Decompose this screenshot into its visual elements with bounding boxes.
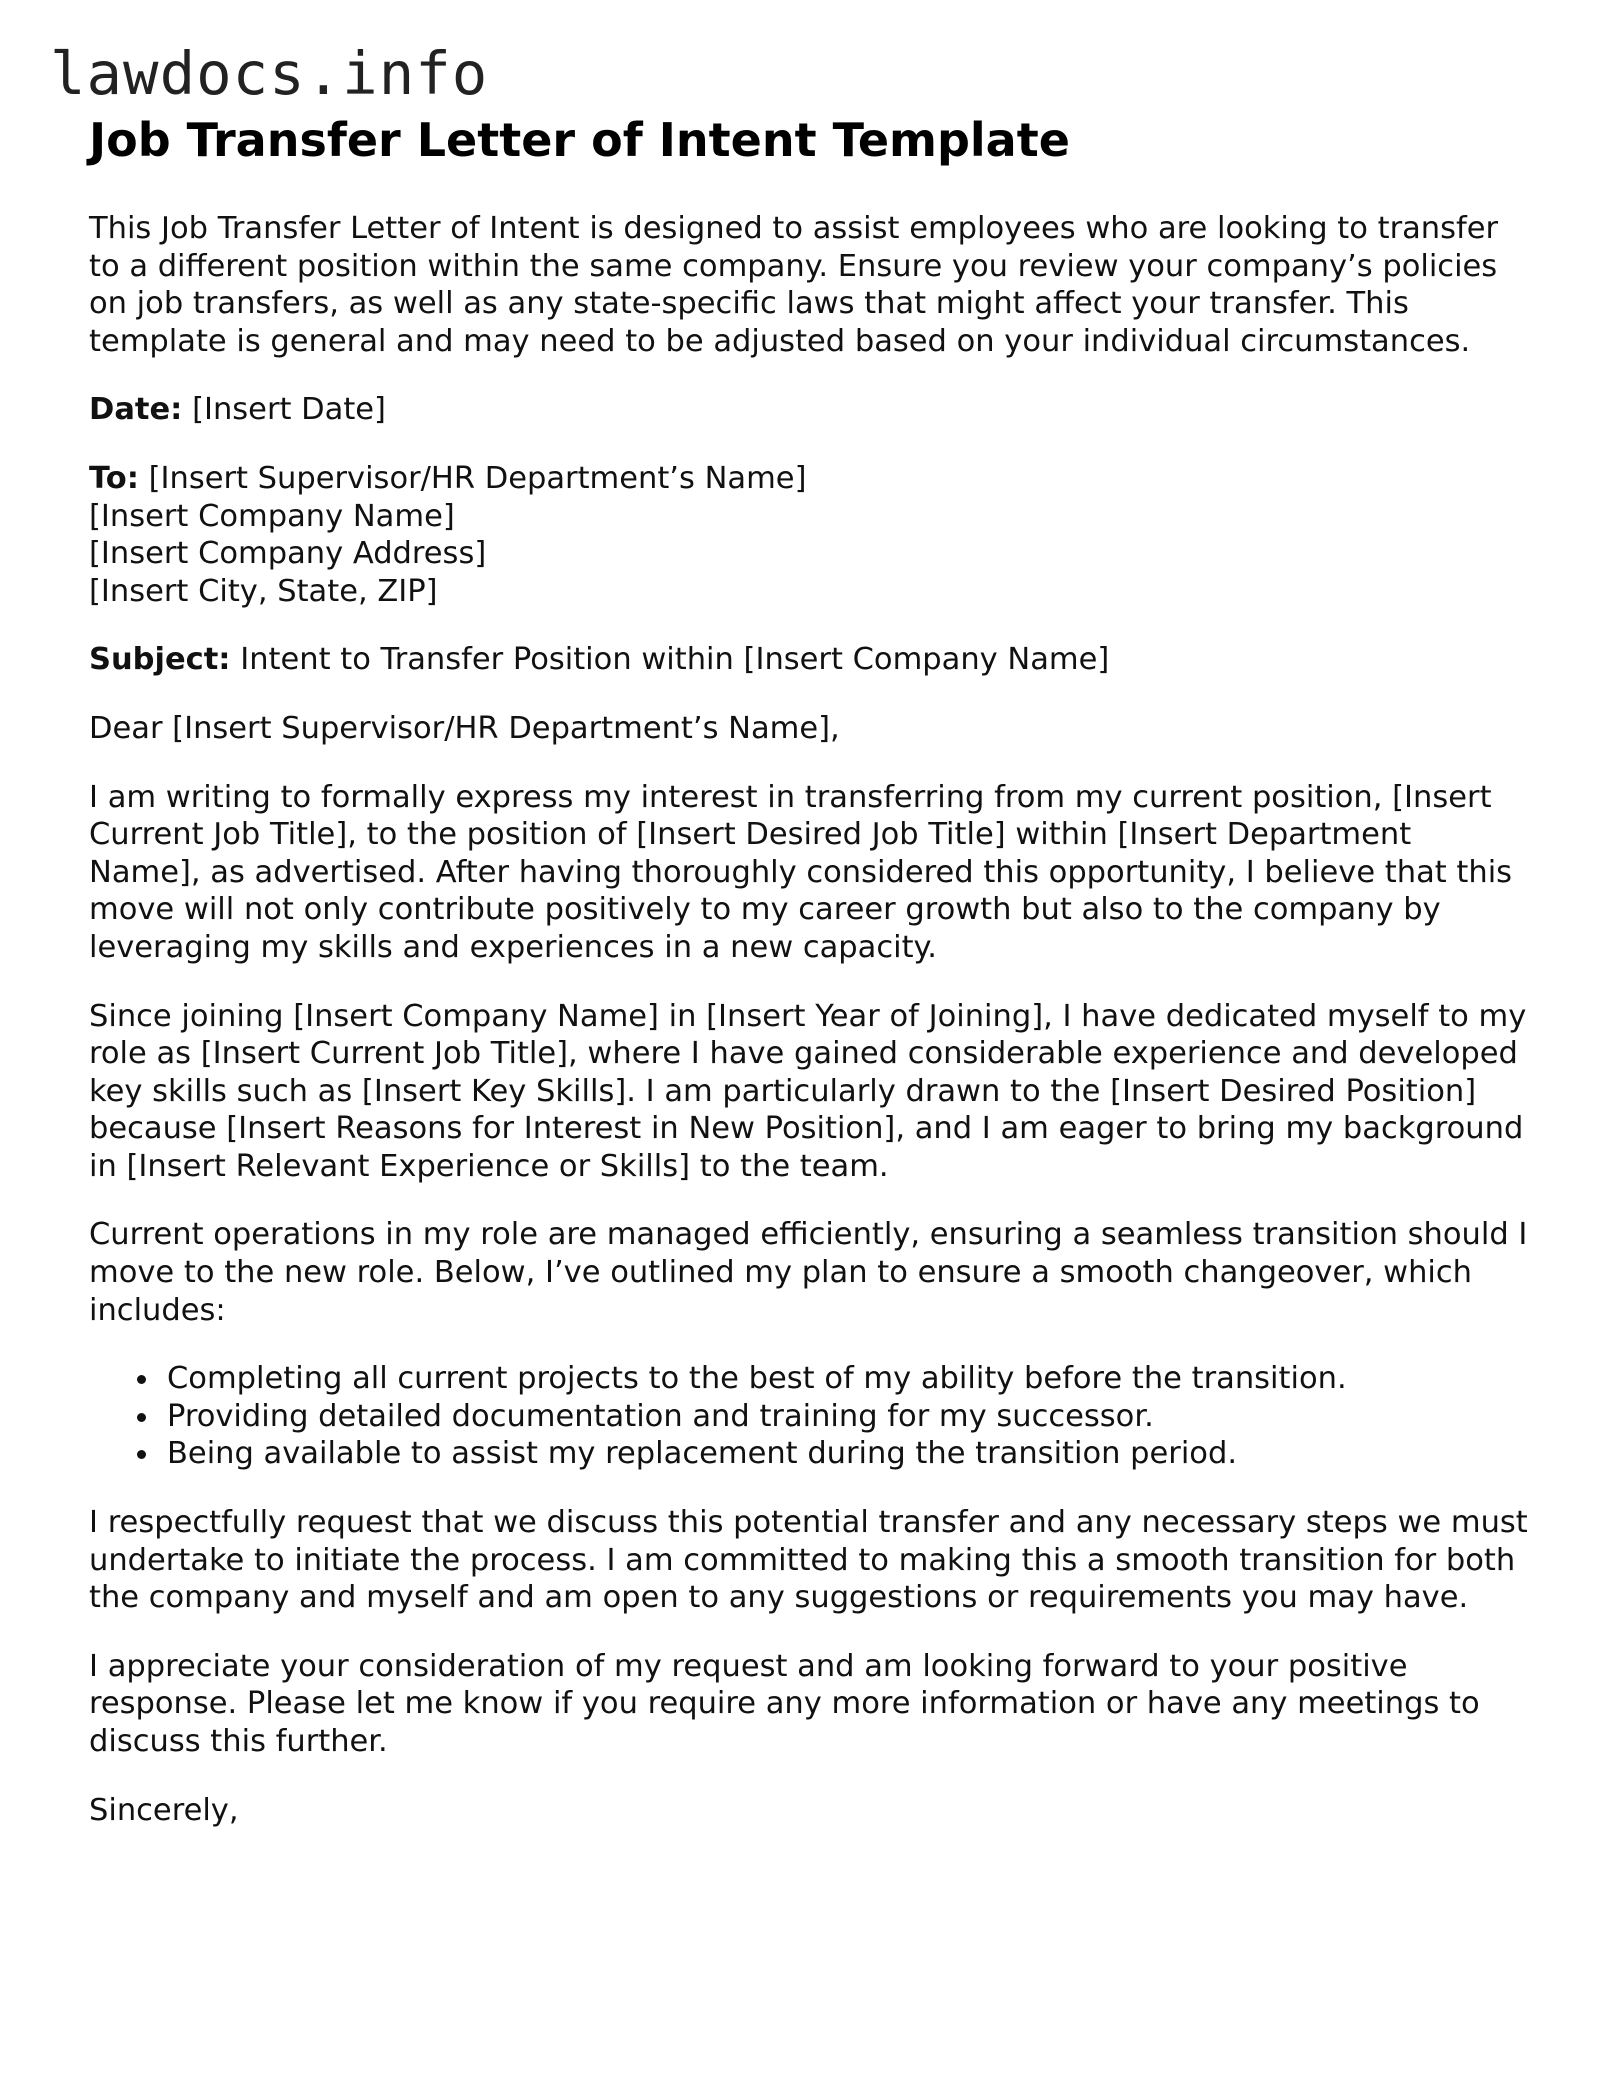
date-line (89, 391, 1529, 429)
list-item-text: Completing all current projects to the best of my ability before the transition. (167, 1361, 1347, 1397)
transition-plan-list (89, 1360, 1529, 1473)
list-item (167, 1360, 1529, 1398)
bullet-icon (137, 1413, 146, 1422)
date-label: Date: (89, 392, 183, 428)
intro-paragraph: This Job Transfer Letter of Intent is designed to assist employees who are looking to transfer to a different position within the same company. Ensure you review your company’s policies on job transfers, as well as any state-specific laws that might affect your transfer. This template is general and may need to be adjusted based on your individual circumstances. (89, 211, 1499, 359)
recipient-name-line (89, 460, 1529, 498)
recipient-block (89, 460, 1529, 610)
closing-paragraph-1: I respectfully request that we discuss this potential transfer and any necessary steps we must undertake to initiate the process. I am committed to making this a smooth transition for both the company and myself and am open to any suggestions or requirements you may have. (89, 1505, 1528, 1616)
list-item-text: Providing detailed documentation and training for my successor. (167, 1398, 1154, 1434)
list-item (167, 1398, 1529, 1436)
body-paragraph-2: Since joining [Insert Company Name] in [Insert Year of Joining], I have dedicated myself to my role as [Insert Current Job Title], where I have gained considerable experience and developed key skills such as [Insert Key Skills]. I am particularly drawn to the [Insert Desired Position] because [Insert Reasons for Interest in New Position], and I am eager to bring my background in [Insert Relevant Experience or Skills] to the team. (89, 998, 1527, 1184)
recipient-name: [Insert Supervisor/HR Department’s Name] (138, 460, 807, 496)
site-watermark: lawdocs.info (50, 39, 489, 108)
recipient-address: [Insert Company Address] (89, 536, 487, 572)
bullet-icon (137, 1450, 146, 1459)
date-value: [Insert Date] (182, 392, 386, 428)
subject-value: Intent to Transfer Position within [Insert Company Name] (230, 642, 1110, 678)
bullet-icon (137, 1375, 146, 1384)
subject-label: Subject: (89, 642, 231, 678)
list-item (167, 1435, 1529, 1473)
closing-paragraph-2: I appreciate your consideration of my request and am looking forward to your positive response. Please let me know if you require any more information or have any meetings to discuss this further. (89, 1648, 1480, 1759)
body-paragraph-1: I am writing to formally express my interest in transferring from my current position, [Insert Current Job Title], to the position of [Insert Desired Job Title] within [Insert Department Name], as advertised. After having thoroughly considered this opportunity, I believe that this move will not only contribute positively to my career growth but also to the company by leveraging my skills and experiences in a new capacity. (89, 779, 1513, 965)
recipient-city: [Insert City, State, ZIP] (89, 573, 438, 609)
to-label: To: (89, 460, 139, 496)
list-item-text: Being available to assist my replacement during the transition period. (167, 1436, 1238, 1472)
document-title: Job Transfer Letter of Intent Template (89, 113, 1070, 167)
salutation: Dear [Insert Supervisor/HR Department’s Name], (89, 710, 840, 746)
recipient-company: [Insert Company Name] (89, 498, 455, 534)
letter-document (89, 108, 1529, 1860)
body-paragraph-3: Current operations in my role are managed efficiently, ensuring a seamless transition should I move to the new role. Below, I’ve outlined my plan to ensure a smooth changeover, which includes: (89, 1217, 1528, 1328)
signoff: Sincerely, (89, 1792, 239, 1828)
subject-line (89, 641, 1529, 679)
